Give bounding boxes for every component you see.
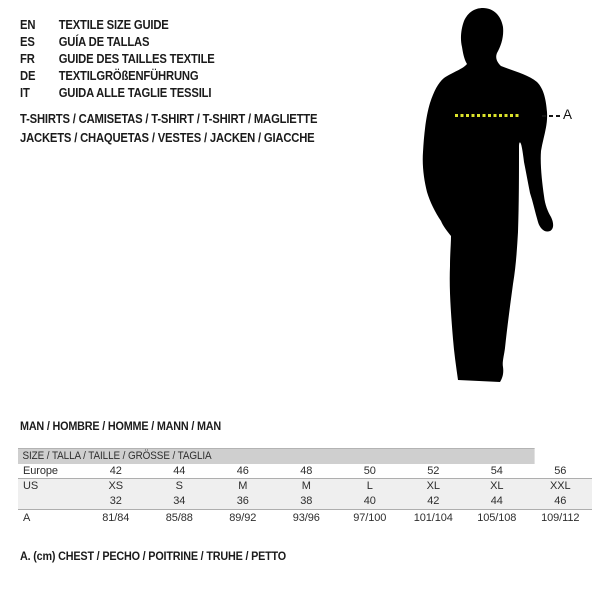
language-code: DE: [20, 69, 36, 83]
size-table-header: SIZE / TALLA / TAILLE / GRÖSSE / TAGLIA: [18, 448, 535, 464]
table-cell: 89/92: [229, 512, 257, 524]
language-title: TEXTILE SIZE GUIDE: [58, 18, 169, 32]
category-tshirts: T-SHIRTS / CAMISETAS / T-SHIRT / T-SHIRT / MAGLIETTE: [20, 112, 318, 126]
table-cell: XXL: [550, 480, 571, 492]
table-cell: 81/84: [102, 512, 130, 524]
language-code: ES: [20, 35, 35, 49]
table-cell: 97/100: [353, 512, 387, 524]
table-cell: 46: [236, 465, 249, 477]
table-cell: 42: [109, 465, 122, 477]
language-title: GUIDE DES TAILLES TEXTILE: [58, 52, 215, 66]
table-cell: 109/112: [541, 512, 580, 524]
chest-measure-dashes-on-body: [455, 114, 519, 117]
row-label: US: [23, 480, 39, 492]
table-cell: 52: [427, 465, 440, 477]
table-cell: 93/96: [292, 512, 320, 524]
table-cell: 54: [490, 465, 503, 477]
table-cell: XS: [108, 480, 123, 492]
language-row: [20, 68, 215, 85]
table-cell: 48: [300, 465, 313, 477]
table-row-us: [18, 479, 592, 494]
man-figure: [413, 4, 583, 390]
table-cell: L: [366, 480, 373, 492]
language-code: FR: [20, 52, 35, 66]
table-cell: 36: [236, 495, 249, 507]
table-cell: 40: [363, 495, 376, 507]
language-row: [20, 17, 215, 34]
table-cell: S: [175, 480, 183, 492]
measure-label-a: A: [563, 107, 573, 122]
language-row: [20, 34, 215, 51]
table-cell: 34: [173, 495, 186, 507]
language-row: [20, 85, 215, 102]
section-title-man: MAN / HOMBRE / HOMME / MANN / MAN: [20, 419, 222, 433]
table-cell: XL: [426, 480, 440, 492]
table-row-chest-a: [18, 509, 592, 526]
language-title: GUIDA ALLE TAGLIE TESSILI: [58, 86, 212, 100]
table-cell: 101/104: [413, 512, 453, 524]
table-cell: XL: [490, 480, 504, 492]
language-code: IT: [20, 86, 30, 100]
language-list: [20, 17, 236, 102]
table-cell: M: [301, 480, 311, 492]
language-title: GUÍA DE TALLAS: [58, 35, 150, 49]
table-cell: 50: [363, 465, 376, 477]
table-row-europe: [18, 464, 592, 479]
language-title: TEXTILGRÖßENFÜHRUNG: [58, 69, 199, 83]
measurement-footnote: A. (cm) CHEST / PECHO / POITRINE / TRUHE / PETTO: [20, 549, 286, 563]
size-table: [18, 448, 592, 526]
row-label: A: [23, 512, 31, 524]
table-cell: 44: [173, 465, 186, 477]
table-cell: 38: [300, 495, 313, 507]
chest-measure-leader-dashes: [542, 115, 560, 117]
row-label: Europe: [23, 465, 58, 477]
row-label: [18, 494, 84, 509]
man-silhouette-graphic: [413, 4, 583, 390]
table-cell: 42: [427, 495, 440, 507]
table-row-us-numeric: [18, 494, 592, 509]
table-cell: M: [238, 480, 248, 492]
table-cell: 46: [554, 495, 567, 507]
table-cell: 56: [554, 465, 567, 477]
category-jackets: JACKETS / CHAQUETAS / VESTES / JACKEN / GIACCHE: [20, 131, 315, 145]
table-cell: 105/108: [477, 512, 517, 524]
table-cell: 32: [109, 495, 122, 507]
language-row: [20, 51, 215, 68]
table-cell: 85/88: [165, 512, 193, 524]
table-cell: 44: [490, 495, 503, 507]
language-code: EN: [20, 18, 36, 32]
garment-categories: [20, 110, 350, 148]
